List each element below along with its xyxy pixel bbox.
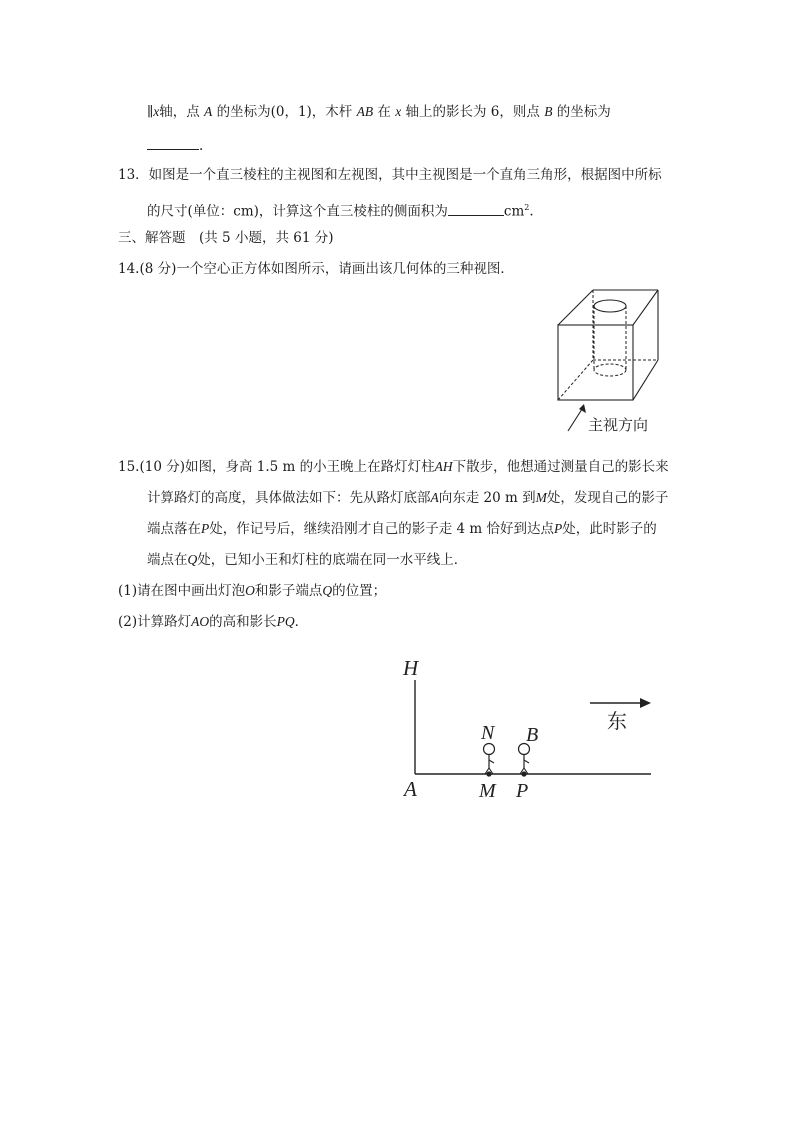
q14-text: 14.(8 分)一个空心正方体如图所示，请画出该几何体的三种视图． [118,261,514,277]
streetlight-figure [395,650,665,805]
text-segment: ． [294,614,309,630]
text-segment: 的尺寸(单位：cm)，计算这个直三棱柱的侧面积为 [147,203,448,220]
label-M: M [479,780,496,802]
text-segment: 端点落在 [147,521,201,537]
text-segment: (1)请在图中画出灯泡 [118,583,246,599]
q15-part2 [118,613,308,631]
q15-line4 [147,551,467,569]
var-x: x [153,104,160,119]
var-AB: AB [356,104,374,119]
text-segment: 的高和影长 [209,614,277,630]
var-x: x [395,104,402,119]
text-segment: (2)计算路灯 [118,614,192,630]
cube-front-face [558,325,633,400]
text-segment: 在 [377,104,391,120]
text-segment: 的位置； [332,583,387,599]
period: . [199,138,204,154]
text-segment: 处，发现自己的影子 [546,490,669,506]
var-AO: AO [191,614,210,629]
text-segment: 15.(10 分)如图，身高 1.5 m 的小王晚上在路灯灯柱 [118,459,435,475]
var-B: B [544,104,553,119]
text-segment: 处，已知小王和灯柱的底端在同一水平线上． [197,552,468,568]
text-segment: 向东走 20 m 到 [438,490,536,506]
var-PQ: PQ [276,614,295,629]
east-label: 东 [607,711,627,733]
q15-line1 [118,458,669,476]
hole-ellipse [594,300,626,312]
parallel-symbol: ∥ [147,104,154,120]
label-N: N [481,722,495,744]
q12-line2 [147,136,203,155]
text-segment: 轴，点 [159,104,200,120]
text-segment: 的坐标为(0，1)，木杆 [216,104,353,120]
var-P: P [201,521,210,536]
q12-line1 [147,103,611,121]
q13-line2 [147,199,534,221]
text-segment: 下散步，他想通过测量自己的影长来 [452,459,669,475]
q13-line1: 13．如图是一个直三棱柱的主视图和左视图，其中主视图是一个直角三角形，根据图中所标 [118,167,662,183]
period: . [529,203,534,220]
text-segment: 处，作记号后，继续沿刚才自己的影子走 4 m 恰好到达点 [209,521,555,537]
var-Q: Q [187,552,198,567]
q15-part1 [118,582,386,600]
person-at-M [484,744,495,777]
var-P: P [554,521,563,536]
var-Q: Q [322,583,333,598]
unit: cm [503,203,525,220]
var-A: A [430,490,439,505]
label-P: P [516,780,529,802]
answer-blank[interactable] [448,202,504,216]
text-segment: 轴上的影长为 6，则点 [405,104,540,120]
q15-line2 [147,489,668,507]
section-title: 三、解答题 (共 5 小题，共 61 分) [118,230,334,246]
text-segment: 处，此时影子的 [562,521,657,537]
view-direction-label: 主视方向 [588,418,649,434]
var-AH: AH [434,459,453,474]
var-A: A [204,104,213,119]
var-O: O [245,583,255,598]
hollow-cube-figure [548,280,678,440]
text-segment: 的坐标为 [556,104,611,120]
answer-blank[interactable] [147,136,199,150]
var-M: M [535,490,547,505]
text-segment: 端点在 [147,552,188,568]
label-A: A [404,777,417,801]
person-at-P [519,744,530,777]
text-segment: 和影子端点 [254,583,323,599]
unit-exponent: 2 [524,203,530,212]
text-segment: 计算路灯的高度，具体做法如下：先从路灯底部 [147,490,431,506]
label-B: B [526,724,539,746]
q15-line3 [147,520,657,538]
label-H: H [403,656,419,680]
